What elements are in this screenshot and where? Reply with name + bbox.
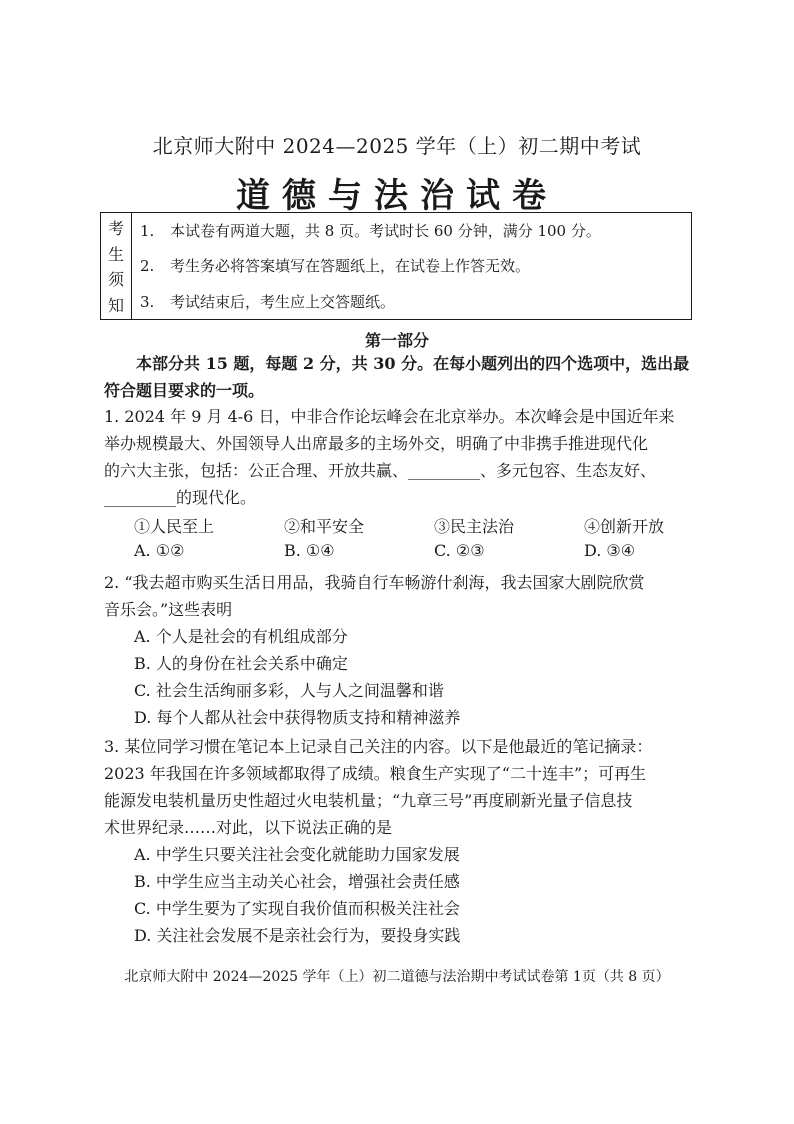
question-3-line: 术世界纪录……对此，以下说法正确的是 [104, 818, 393, 837]
question-1-statement: ③民主法治 [434, 517, 515, 536]
page-footer: 北京师大附中 2024—2025 学年（上）初二道德与法治期中考试试卷第 1页（共 8 页） [124, 969, 670, 985]
question-3-choice-a[interactable]: A. 中学生只要关注社会变化就能助力国家发展 [134, 845, 460, 864]
question-3-choice-b[interactable]: B. 中学生应当主动关心社会，增强社会责任感 [134, 872, 460, 891]
question-1-line: 举办规模最大、外国领导人出席最多的主场外交，明确了中非携手推进现代化 [104, 434, 649, 453]
question-1-choice-b[interactable]: B. ①④ [284, 541, 335, 560]
section-intro: 本部分共 15 题，每题 2 分，共 30 分。在每小题列出的四个选项中，选出最符合题目要求的一项。 [104, 354, 690, 400]
notice-item-number: 3. [140, 292, 155, 311]
question-1-line: 1. 2024 年 9 月 4-6 日，中非合作论坛峰会在北京举办。本次峰会是中国近年来 [104, 407, 675, 426]
notice-items [132, 213, 691, 319]
question-1-statement: ①人民至上 [134, 517, 215, 536]
question-1-statement: ④创新开放 [584, 517, 665, 536]
question-1-line: _________的现代化。 [104, 488, 257, 507]
notice-item-number: 2. [140, 257, 155, 276]
notice-item [140, 220, 691, 241]
question-3-choice-c[interactable]: C. 中学生要为了实现自我价值而积极关注社会 [134, 899, 460, 918]
notice-label-char: 生 [107, 244, 124, 264]
question-3-line: 3. 某位同学习惯在笔记本上记录自己关注的内容。以下是他最近的笔记摘录： [104, 737, 653, 756]
question-2-choice-c[interactable]: C. 社会生活绚丽多彩，人与人之间温馨和谐 [134, 681, 444, 700]
notice-item-text: 考生务必将答案填写在答题纸上，在试卷上作答无效。 [170, 257, 531, 276]
notice-item-text: 本试卷有两道大题，共 8 页。考试时长 60 分钟，满分 100 分。 [170, 222, 601, 241]
question-2-line: 2. “我去超市购买生活日用品，我骑自行车畅游什刹海，我去国家大剧院欣赏 [104, 573, 645, 592]
exam-header: 北京师大附中 2024—2025 学年（上）初二期中考试 [152, 134, 642, 158]
notice-label-char: 知 [107, 295, 124, 315]
notice-item-number: 1. [140, 222, 155, 241]
notice-label [101, 213, 132, 319]
question-1-choice-c[interactable]: C. ②③ [434, 541, 485, 560]
question-1-line: 的六大主张，包括：公正合理、开放共赢、_________、多元包容、生态友好、 [104, 461, 657, 480]
question-3-line: 2023 年我国在许多领域都取得了成绩。粮食生产实现了“二十连丰”；可再生 [104, 764, 647, 783]
question-3-choice-d[interactable]: D. 关注社会发展不是亲社会行为，要投身实践 [134, 926, 461, 945]
notice-item [140, 255, 691, 276]
notice-item [140, 291, 691, 312]
question-1-statement: ②和平安全 [284, 517, 365, 536]
notice-item-text: 考试结束后，考生应上交答题纸。 [170, 292, 396, 311]
question-3-line: 能源发电装机量历史性超过火电装机量；“九章三号”再度刷新光量子信息技 [104, 791, 633, 810]
question-2-choice-a[interactable]: A. 个人是社会的有机组成部分 [134, 627, 348, 646]
question-1-choice-d[interactable]: D. ③④ [584, 541, 636, 560]
question-2-choice-b[interactable]: B. 人的身份在社会关系中确定 [134, 654, 348, 673]
question-2-choice-d[interactable]: D. 每个人都从社会中获得物质支持和精神滋养 [134, 708, 461, 727]
section-title: 第一部分 [364, 331, 429, 350]
notice-label-char: 考 [107, 219, 124, 239]
question-2-line: 音乐会。”这些表明 [104, 600, 233, 619]
notice-label-char: 须 [107, 270, 124, 290]
examinee-notice-box [100, 212, 692, 320]
subject-title: 道德与法治试卷 [236, 176, 558, 216]
question-1-choice-a[interactable]: A. ①② [134, 541, 185, 560]
